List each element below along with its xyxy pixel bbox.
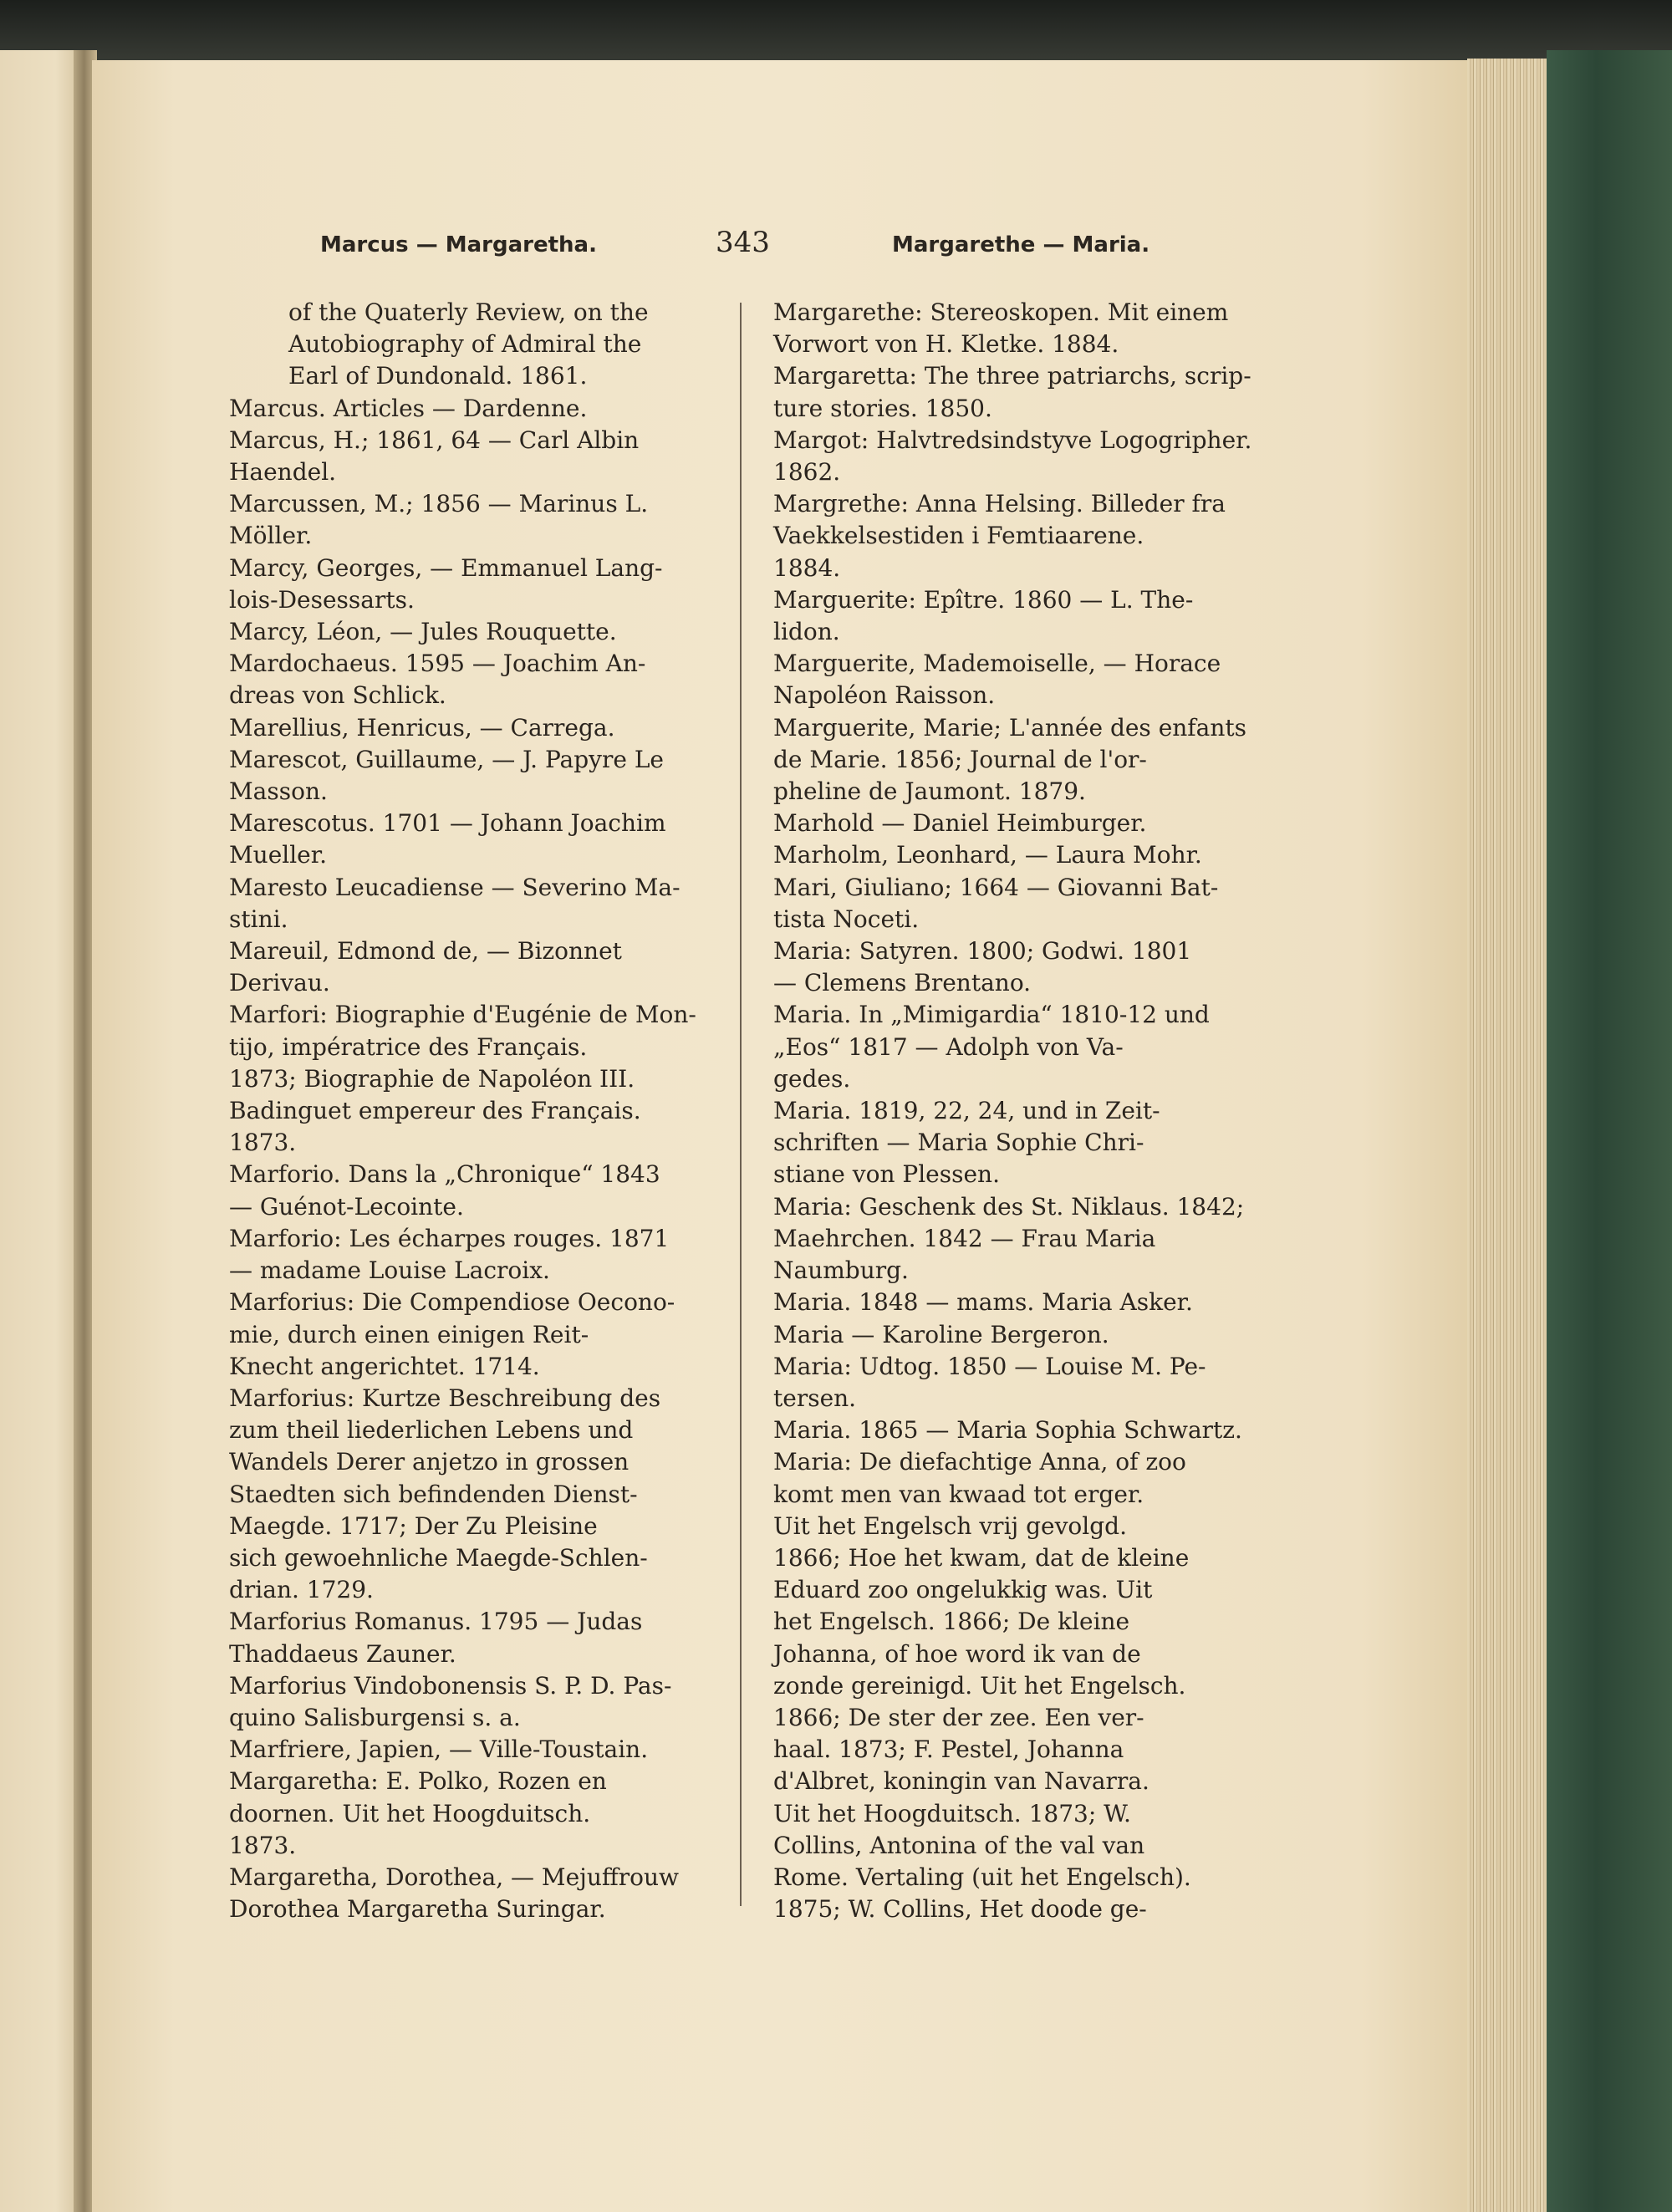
entry-line: Marforius Vindobonensis S. P. D. Pas- (229, 1671, 672, 1700)
index-entry (773, 1095, 1271, 1191)
entry-line: Maria: De diefachtige Anna, of zoo (773, 1448, 1186, 1476)
entry-line: ture stories. 1850. (773, 394, 992, 422)
entry-line: lois-Desessarts. (229, 585, 415, 614)
entry-line: d'Albret, koningin van Navarra. (773, 1767, 1150, 1796)
entry-line: Maria. 1848 — mams. Maria Asker. (773, 1288, 1193, 1317)
index-entry (773, 808, 1271, 839)
entry-line: Maehrchen. 1842 — Frau Maria (773, 1224, 1156, 1252)
entry-line: Margaretha: E. Polko, Rozen en (229, 1767, 607, 1796)
entry-line: komt men van kwaad tot erger. (773, 1480, 1144, 1508)
entry-line: of the Quaterly Review, on the (288, 298, 649, 326)
entry-line: Marcy, Georges, — Emmanuel Lang- (229, 553, 663, 582)
entry-line: pheline de Jaumont. 1879. (773, 777, 1086, 806)
entry-line: zum theil liederlichen Lebens und (229, 1416, 634, 1445)
index-entry (773, 872, 1271, 935)
entry-line: Uit het Engelsch vrij gevolgd. (773, 1511, 1127, 1540)
entry-line: Maria — Karoline Bergeron. (773, 1320, 1109, 1348)
entry-line: 1862. (773, 458, 841, 487)
index-entry (229, 425, 722, 488)
entry-line: Marhold — Daniel Heimburger. (773, 809, 1147, 838)
entry-line: zonde gereinigd. Uit het Engelsch. (773, 1671, 1186, 1700)
entry-line: doornen. Uit het Hoogduitsch. (229, 1799, 591, 1827)
entry-line: Thaddaeus Zauner. (229, 1639, 456, 1668)
index-entry (229, 488, 722, 552)
entry-line: Margrethe: Anna Helsing. Billeder fra (773, 490, 1226, 518)
running-header-right: Margarethe — Maria. (892, 232, 1150, 257)
book-cover-edge (1547, 50, 1672, 2212)
entry-line: Marforio: Les écharpes rouges. 1871 (229, 1224, 670, 1252)
scan-backdrop (0, 0, 1672, 67)
index-entry (773, 584, 1271, 648)
entry-line: 1873; Biographie de Napoléon III. (229, 1064, 635, 1093)
entry-line: haal. 1873; F. Pestel, Johanna (773, 1735, 1124, 1764)
entry-line: Mardochaeus. 1595 — Joachim An- (229, 650, 646, 678)
index-entry (773, 1191, 1271, 1287)
index-entry (229, 1670, 722, 1734)
index-entry (773, 1287, 1271, 1318)
entry-line: Marcus. Articles — Dardenne. (229, 394, 588, 422)
entry-line: Maresto Leucadiense — Severino Ma- (229, 873, 681, 901)
entry-line: Mareuil, Edmond de, — Bizonnet (229, 937, 622, 966)
index-entry (773, 1446, 1271, 1925)
index-entry (229, 616, 722, 648)
index-entry (229, 808, 722, 871)
entry-line: 1875; W. Collins, Het doode ge- (773, 1895, 1147, 1924)
entry-line: Derivau. (229, 969, 330, 997)
left-column (229, 297, 722, 1925)
page-stack-edge (1467, 59, 1547, 2212)
entry-line: Collins, Antonina of the val van (773, 1831, 1145, 1859)
index-entry (773, 935, 1271, 999)
entry-line: Eduard zoo ongelukkig was. Uit (773, 1576, 1153, 1604)
entry-line: de Marie. 1856; Journal de l'or- (773, 745, 1147, 773)
entry-line: 1873. (229, 1129, 297, 1157)
index-entry (773, 297, 1271, 360)
entry-line: stiane von Plessen. (773, 1160, 1000, 1189)
entry-line: Margaretha, Dorothea, — Mejuffrouw (229, 1863, 679, 1891)
index-entry (773, 1351, 1271, 1414)
entry-line: Marforius: Kurtze Beschreibung des (229, 1384, 661, 1412)
index-entry (229, 744, 722, 808)
entry-line: quino Salisburgensi s. a. (229, 1703, 521, 1731)
entry-line: Vorwort von H. Kletke. 1884. (773, 330, 1119, 359)
index-entry (229, 935, 722, 999)
entry-line: Marfriere, Japien, — Ville-Toustain. (229, 1735, 649, 1764)
index-entry (229, 553, 722, 616)
entry-line: Marholm, Leonhard, — Laura Mohr. (773, 841, 1202, 869)
entry-line: Uit het Hoogduitsch. 1873; W. (773, 1799, 1131, 1827)
index-entry (229, 1862, 722, 1925)
entry-line: Vaekkelsestiden i Femtiaarene. (773, 522, 1144, 550)
entry-line: Knecht angerichtet. 1714. (229, 1352, 540, 1380)
entry-line: Marforio. Dans la „Chronique“ 1843 (229, 1160, 660, 1189)
entry-line: Maria. 1819, 22, 24, und in Zeit- (773, 1097, 1160, 1125)
entry-line: Marguerite, Marie; L'année des enfants (773, 713, 1247, 742)
entry-line: lidon. (773, 618, 840, 646)
index-entry (773, 999, 1271, 1095)
entry-line: Earl of Dundonald. 1861. (288, 362, 588, 390)
index-entry (773, 712, 1271, 808)
index-entry (229, 393, 722, 425)
entry-line: tista Noceti. (773, 905, 920, 933)
entry-line: 1884. (773, 553, 841, 582)
entry-line: het Engelsch. 1866; De kleine (773, 1608, 1130, 1636)
entry-line: Margarethe: Stereoskopen. Mit einem (773, 298, 1229, 326)
index-entry (229, 1383, 722, 1606)
index-entry (229, 1766, 722, 1862)
entry-line: Dorothea Margaretha Suringar. (229, 1895, 606, 1924)
entry-line: Marguerite: Epître. 1860 — L. The- (773, 585, 1194, 614)
entry-line: Marforius Romanus. 1795 — Judas (229, 1608, 643, 1636)
running-header-left: Marcus — Margaretha. (320, 232, 597, 257)
entry-line: — Guénot-Lecointe. (229, 1192, 464, 1221)
index-entry (773, 648, 1271, 711)
entry-line: Badinguet empereur des Français. (229, 1097, 641, 1125)
index-entry (229, 1606, 722, 1669)
entry-line: sich gewoehnliche Maegde-Schlen- (229, 1543, 648, 1572)
entry-line: Margot: Halvtredsindstyve Logogripher. (773, 426, 1252, 454)
entry-line: „Eos“ 1817 — Adolph von Va- (773, 1032, 1124, 1061)
index-entry (229, 999, 722, 1159)
entry-line: Masson. (229, 777, 328, 806)
entry-line: drian. 1729. (229, 1576, 374, 1604)
index-entry (773, 839, 1271, 871)
entry-line: Rome. Vertaling (uit het Engelsch). (773, 1863, 1191, 1891)
entry-line: Maria: Satyren. 1800; Godwi. 1801 (773, 937, 1192, 966)
entry-line: Wandels Derer anjetzo in grossen (229, 1448, 630, 1476)
page-number: 343 (716, 226, 770, 259)
entry-line: Möller. (229, 522, 313, 550)
facing-page-edge (0, 50, 79, 2212)
entry-line: Mari, Giuliano; 1664 — Giovanni Bat- (773, 873, 1219, 901)
index-entry (773, 488, 1271, 584)
entry-line: 1866; De ster der zee. Een ver- (773, 1703, 1144, 1731)
entry-line: Marescotus. 1701 — Johann Joachim (229, 809, 666, 838)
entry-line: gedes. (773, 1064, 851, 1093)
index-entry (773, 1319, 1271, 1351)
index-entry (773, 425, 1271, 488)
index-entry (773, 360, 1271, 424)
entry-line: tersen. (773, 1384, 857, 1412)
entry-line: Marcus, H.; 1861, 64 — Carl Albin (229, 426, 640, 454)
entry-line: schriften — Maria Sophie Chri- (773, 1129, 1144, 1157)
entry-line: Maria: Geschenk des St. Niklaus. 1842; (773, 1192, 1245, 1221)
entry-line: 1866; Hoe het kwam, dat de kleine (773, 1543, 1190, 1572)
entry-line: Marellius, Henricus, — Carrega. (229, 713, 615, 742)
right-column (773, 297, 1271, 1925)
entry-line: Marforius: Die Compendiose Oecono- (229, 1288, 675, 1317)
entry-line: mie, durch einen einigen Reit- (229, 1320, 589, 1348)
entry-line: dreas von Schlick. (229, 681, 446, 710)
index-entry (229, 712, 722, 744)
index-entry (229, 1159, 722, 1222)
entry-line: Margaretta: The three patriarchs, scrip- (773, 362, 1251, 390)
entry-line: tijo, impératrice des Français. (229, 1032, 588, 1061)
entry-line: — madame Louise Lacroix. (229, 1256, 550, 1285)
index-entry (229, 648, 722, 711)
entry-line: Naumburg. (773, 1256, 909, 1285)
entry-line: stini. (229, 905, 288, 933)
entry-line: Maria: Udtog. 1850 — Louise M. Pe- (773, 1352, 1206, 1380)
entry-line: Johanna, of hoe word ik van de (773, 1639, 1141, 1668)
index-entry (229, 1734, 722, 1766)
entry-line: Staedten sich befindenden Dienst- (229, 1480, 638, 1508)
entry-line: Marguerite, Mademoiselle, — Horace (773, 650, 1221, 678)
index-entry (773, 1414, 1271, 1446)
entry-line: — Clemens Brentano. (773, 969, 1032, 997)
index-entry (229, 1223, 722, 1287)
entry-line: Marfori: Biographie d'Eugénie de Mon- (229, 1001, 696, 1029)
entry-line: Napoléon Raisson. (773, 681, 996, 710)
entry-line: Maria. In „Mimigardia“ 1810-12 und (773, 1001, 1210, 1029)
entry-line: Marcussen, M.; 1856 — Marinus L. (229, 490, 649, 518)
entry-line: Mueller. (229, 841, 327, 869)
index-entry (229, 297, 722, 393)
entry-line: 1873. (229, 1831, 297, 1859)
column-divider (740, 303, 742, 1906)
entry-line: Autobiography of Admiral the (288, 330, 642, 359)
index-entry (229, 872, 722, 935)
index-entry (229, 1287, 722, 1383)
entry-line: Marescot, Guillaume, — J. Papyre Le (229, 745, 664, 773)
entry-line: Maria. 1865 — Maria Sophia Schwartz. (773, 1416, 1242, 1445)
entry-line: Marcy, Léon, — Jules Rouquette. (229, 618, 617, 646)
entry-line: Maegde. 1717; Der Zu Pleisine (229, 1511, 598, 1540)
entry-line: Haendel. (229, 458, 337, 487)
